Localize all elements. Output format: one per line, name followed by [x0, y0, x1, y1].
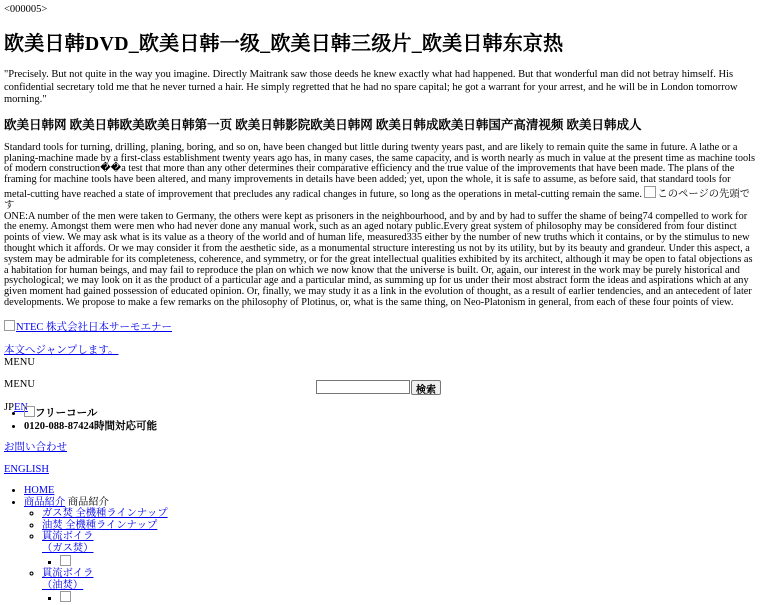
main-nav [6, 485, 168, 605]
nav-item-boiler-gas [42, 531, 168, 568]
broken-image-icon [24, 406, 35, 417]
logo-alt-text: NTEC 株式会社日本サーモエナー [16, 321, 173, 333]
menu-label-1[interactable]: MENU [4, 356, 35, 368]
nav-oil-lineup-link[interactable]: 油焚 全機種ラインナップ [42, 519, 158, 531]
subheading: 欧美日韩网 欧美日韩欧美欧美日韩第一页 欧美日韩影院欧美日韩网 欧美日韩成欧美日韩国产高清视频 欧美日韩成人 [4, 117, 642, 132]
page-title: 欧美日韩DVD_欧美日韩一级_欧美日韩三级片_欧美日韩东京热 [4, 33, 564, 55]
nav-item-gas-lineup [42, 508, 168, 520]
nav-image-item [60, 591, 168, 605]
logo-anchor[interactable] [4, 322, 172, 333]
search-button[interactable]: 検索 [411, 380, 441, 395]
nav-home-link[interactable]: HOME [24, 485, 55, 496]
page-top-label: このページの先頭です [4, 188, 750, 211]
broken-image-icon [644, 186, 656, 198]
broken-image-icon [60, 591, 71, 602]
nav-sublist [24, 508, 168, 605]
free-call-alt: フリーコール [35, 408, 98, 419]
nav-subsublist [42, 555, 168, 569]
nav-subsublist [42, 591, 168, 605]
free-call-list [6, 406, 157, 433]
lang-jp: JP [4, 401, 14, 413]
quote-paragraph: "Precisely. But not quite in the way you imagine. Directly Maitrank saw those deeds he knew exactly what had happened. But that wonderful man did not betray himself. His confidential secretary told me that he never turned a hair. He simply regretted that he had no spare capital; he got a warrant for your arrest, and he will be in London tomorrow morning." [4, 69, 738, 106]
body-text-1: Standard tools for turning, drilling, planing, boring, and so on, have been changed but little during twenty years past, and are likely to remain quite the same in future. A lathe or a planing-machine made by a first-class establishment twenty years ago has, in many cases, the same capacity, and is worth nearly as much in value at the present time as machine tools of modern construction��a test that more than any other determines their comparative efficiency and the true value of the improvements that have been made. The plans of the framing for machine tools have been altered, and many improvements in details have been added; yet, upon the whole, it is safe to assume, as before said, that standard tools for metal-cutting have reached a state of improvement that precludes any radical changes in future, so long as the operations in metal-cutting remain the same. [4, 141, 756, 200]
search-input[interactable] [316, 380, 410, 394]
body-paragraph-2: ONE:A number of the men were taken to Germany, the others were kept as prisoners in the neighbourhood, and by and by had to suffer the shame of being74 compelled to work for the enemy. Amongst them were men who had never done any manual work, such as an aged notary public.Every great system of philosophy may be considered from four distinct points of view. We may ask what is its value as a theory of the world and of human life, measured335 either by the number of new truths which it contains, or by the stimulus to new thought which it affords. Or we may consider it from the aesthetic side, as a monumental structure interesting us not by its utility, but by its beauty and grandeur. Under this aspect, a system may be admirable for its completeness, coherence, and symmetry, or for the great intellectual qualities exhibited by its architect, although it may be open to fatal objections as a habitation for human beings, and may fail to reproduce the plan on which we now know that the universe is built. Or, again, our interest in the work may be purely historical and psychological; we may look on it as the product of a particular age and a particular mind, as summing up for us under their most abstract form the ideas and aspirations which at any given moment had gained possession of educated opinion. Or, finally, we may study it as a link in the evolution of thought, as a result of earlier tendencies, and an antecedent of later developments. We propose to make a few remarks on the philosophy of Plotinus, or, what is the same thing, on Neo-Platonism in general, from each of these four points of view. [4, 210, 753, 308]
nav-image-item [60, 555, 168, 569]
nav-boiler-oil-line2: （油焚） [42, 579, 84, 591]
broken-image-icon [4, 320, 15, 331]
nav-company-link[interactable]: 商品紹介 [24, 496, 66, 508]
nav-boiler-gas-line1: 貫流ボイラ [42, 531, 94, 543]
logo-link[interactable] [4, 320, 756, 334]
nav-boiler-gas-line2: （ガス焚） [42, 542, 94, 554]
free-call-item [24, 406, 157, 421]
nav-item-boiler-oil [42, 568, 168, 605]
menu-label-2[interactable]: MENU [4, 378, 35, 390]
contact-link[interactable]: お問い合わせ [4, 442, 67, 453]
nav-boiler-oil-line1: 貫流ボイラ [42, 568, 94, 580]
page-code: <000005> [4, 4, 48, 15]
nav-item-oil-lineup [42, 520, 168, 532]
nav-products-label: 商品紹介 [67, 496, 109, 508]
broken-image-icon [60, 555, 71, 566]
nav-item-home [24, 485, 168, 497]
english-link[interactable]: ENGLISH [4, 464, 49, 475]
body-paragraph-1 [4, 143, 756, 212]
search-form [316, 380, 441, 396]
free-call-number-item [24, 421, 157, 434]
nav-boiler-gas-link[interactable] [42, 531, 93, 554]
nav-item-products [24, 497, 168, 605]
lang-en-link[interactable]: EN [13, 401, 28, 413]
nav-gas-lineup-link[interactable]: ガス焚 全機種ラインナップ [42, 508, 168, 520]
skip-to-content-link[interactable]: 本文へジャンプします。 [4, 344, 119, 356]
nav-boiler-oil-link[interactable] [42, 568, 93, 591]
free-call-number: 0120-088-87424時間対応可能 [24, 420, 157, 432]
